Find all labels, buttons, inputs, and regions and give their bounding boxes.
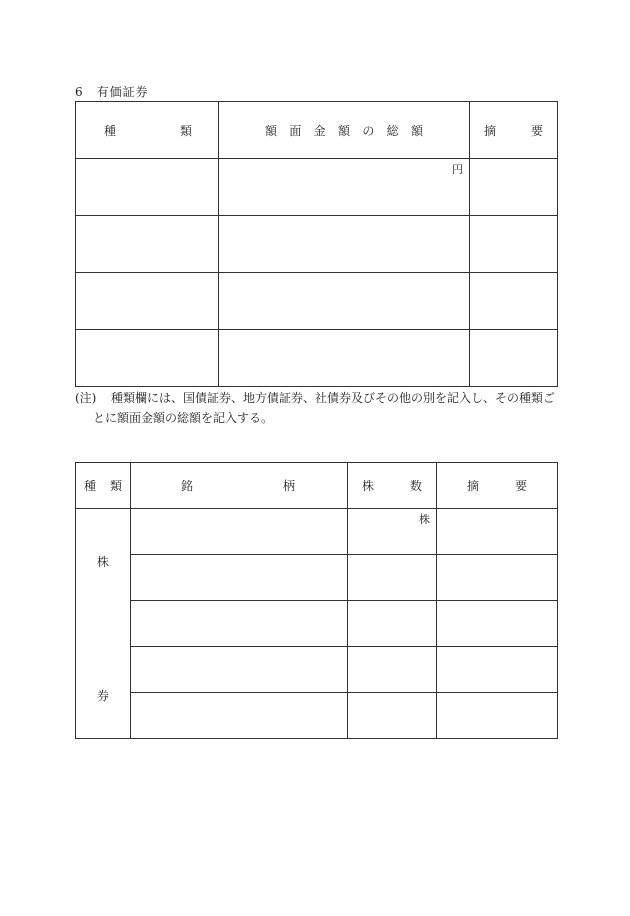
header-brand-char: 銘: [181, 479, 194, 493]
table-row: [76, 273, 558, 330]
shares-unit: 株: [419, 513, 430, 526]
header-kind-char: 種: [84, 479, 97, 493]
cell-amount[interactable]: [219, 216, 470, 273]
header-kind: [76, 463, 131, 509]
header-amount-char: 面: [289, 123, 302, 138]
header-face-amount-total: [219, 102, 470, 159]
header-kind: [76, 102, 219, 159]
cell-remarks[interactable]: [437, 555, 558, 601]
header-remarks-char: 要: [530, 123, 543, 138]
stocks-table: [75, 462, 558, 739]
kind-stock-certificate: [76, 509, 131, 739]
note-line-2: とに額面金額の総額を記入する。: [93, 411, 274, 425]
securities-table: [75, 101, 558, 387]
header-amount-char: 額: [265, 123, 278, 138]
header-shares: [348, 463, 437, 509]
kind-label-bottom: 券: [96, 689, 109, 703]
cell-remarks[interactable]: [437, 647, 558, 693]
section-title: 6 有価証券: [75, 85, 149, 99]
header-remarks: [470, 102, 558, 159]
yen-unit: 円: [452, 163, 463, 176]
cell-shares[interactable]: [348, 647, 437, 693]
cell-remarks[interactable]: [470, 273, 558, 330]
header-amount-char: 総: [386, 123, 399, 138]
cell-remarks[interactable]: [437, 693, 558, 739]
cell-amount[interactable]: [219, 330, 470, 387]
cell-kind[interactable]: [76, 273, 219, 330]
table-row: [76, 647, 558, 693]
header-remarks-char: 要: [514, 479, 527, 493]
table-row: [76, 693, 558, 739]
table-row: [76, 601, 558, 647]
note-mark: (注): [75, 391, 97, 405]
cell-amount[interactable]: [219, 273, 470, 330]
header-shares-char: 株: [362, 479, 375, 493]
header-amount-char: の: [362, 123, 375, 138]
cell-brand[interactable]: [131, 647, 348, 693]
cell-amount[interactable]: [219, 159, 470, 216]
kind-label-top: 株: [96, 555, 109, 569]
cell-remarks[interactable]: [470, 159, 558, 216]
header-brand-char: 柄: [282, 479, 295, 493]
header-amount-char: 額: [410, 123, 423, 138]
table-row: [76, 555, 558, 601]
cell-remarks[interactable]: [437, 509, 558, 555]
cell-shares[interactable]: [348, 555, 437, 601]
header-brand: [131, 463, 348, 509]
cell-brand[interactable]: [131, 601, 348, 647]
cell-remarks[interactable]: [470, 216, 558, 273]
table-row: [76, 216, 558, 273]
cell-brand[interactable]: [131, 693, 348, 739]
header-kind-char: 種: [104, 123, 117, 138]
table-row: [76, 509, 558, 555]
table-header-row: [76, 463, 558, 509]
note: [75, 388, 559, 428]
table-row: [76, 159, 558, 216]
cell-shares[interactable]: [348, 693, 437, 739]
cell-brand[interactable]: [131, 509, 348, 555]
header-kind-char: 類: [109, 479, 122, 493]
cell-shares[interactable]: [348, 601, 437, 647]
note-line-1: 種類欄には、国債証券、地方債証券、社債券及びその他の別を記入し、その種類ご: [111, 391, 556, 405]
header-remarks-char: 摘: [484, 123, 497, 138]
header-remarks-char: 摘: [467, 479, 480, 493]
table-header-row: [76, 102, 558, 159]
header-shares-char: 数: [409, 479, 422, 493]
header-amount-char: 額: [337, 123, 350, 138]
cell-shares[interactable]: [348, 509, 437, 555]
table-row: [76, 330, 558, 387]
cell-kind[interactable]: [76, 330, 219, 387]
cell-remarks[interactable]: [437, 601, 558, 647]
cell-kind[interactable]: [76, 216, 219, 273]
cell-remarks[interactable]: [470, 330, 558, 387]
header-remarks: [437, 463, 558, 509]
header-amount-char: 金: [313, 123, 326, 138]
cell-brand[interactable]: [131, 555, 348, 601]
cell-kind[interactable]: [76, 159, 219, 216]
header-kind-char: 類: [179, 123, 192, 138]
